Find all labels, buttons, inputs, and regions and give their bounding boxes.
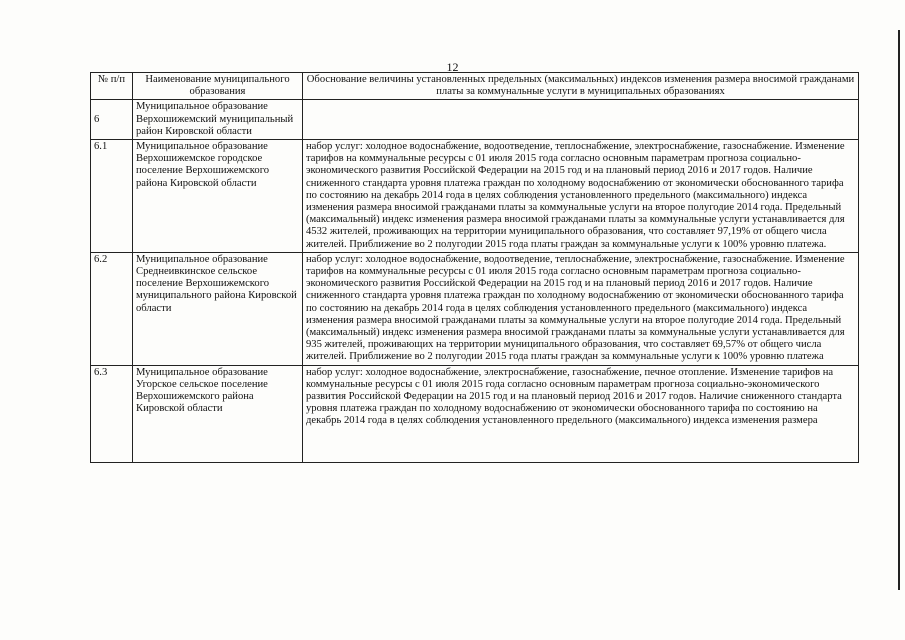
row-municipality-name: Муниципальное образование Верхошижемское городское поселение Верхошижемского района Кировской области	[133, 140, 303, 253]
row-municipality-name: Муниципальное образование Среднеивкинское сельское поселение Верхошижемского муниципального района Кировской области	[133, 252, 303, 365]
row-basis-text: набор услуг: холодное водоснабжение, водоотведение, теплоснабжение, электроснабжение, газоснабжение. Изменение тарифов на коммунальные ресурсы с 01 июля 2015 года согласно основным параметрам прогноза социально-экономического развития Российской Федерации на 2015 год и на плановый период 2016 и 2017 годов. Наличие сниженного стандарта уровня платежа граждан по холодному водоснабжению от экономически обоснованного тарифа по состоянию на декабрь 2014 года в целях соблюдения установленного предельного (максимального) индекса изменения размера вносимой гражданами платы за коммунальные услуги на второе полугодие 2014 года. Предельный (максимальный) индекс изменения размера вносимой гражданами платы за коммунальные услуги устанавливается для 4532 жителей, проживающих на территории муниципального образования, что составляет 97,19% от общего числа жителей. Приближение во 2 полугодии 2015 года платы граждан за коммунальные услуги к 100% уровню платежа.	[303, 140, 859, 253]
row-number: 6.3	[91, 365, 133, 462]
row-municipality-name: Муниципальное образование Угорское сельское поселение Верхошижемского района Кировской области	[133, 365, 303, 462]
page-number: 12	[446, 60, 459, 74]
row-basis-text	[303, 100, 859, 140]
row-number: 6.2	[91, 252, 133, 365]
table-row	[91, 100, 859, 140]
tariff-index-table	[90, 72, 859, 463]
header-municipality-name: Наименование муниципального образования	[133, 73, 303, 100]
table-row	[91, 252, 859, 365]
binder-line	[898, 30, 900, 590]
header-basis: Обоснование величины установленных предельных (максимальных) индексов изменения размера вносимой гражданами платы за коммунальные услуги в муниципальных образованиях	[303, 73, 859, 100]
row-basis-text: набор услуг: холодное водоснабжение, водоотведение, теплоснабжение, электроснабжение, газоснабжение. Изменение тарифов на коммунальные ресурсы с 01 июля 2015 года согласно основным параметрам прогноза социально-экономического развития Российской Федерации на 2015 год и на плановый период 2016 и 2017 годов. Наличие сниженного стандарта уровня платежа граждан по холодному водоснабжению от экономически обоснованного тарифа по состоянию на декабрь 2014 года в целях соблюдения установленного предельного (максимального) индекса изменения размера вносимой гражданами платы за коммунальные услуги на второе полугодие 2014 года. Предельный (максимальный) индекс изменения размера вносимой гражданами платы за коммунальные услуги устанавливается для 935 жителей, проживающих на территории муниципального образования, что составляет 69,57% от общего числа жителей. Приближение во 2 полугодии 2015 года платы граждан за коммунальные услуги к 100% уровню платежа	[303, 252, 859, 365]
row-basis-text	[303, 365, 859, 462]
header-number: № п/п	[91, 73, 133, 100]
row-municipality-name: Муниципальное образование Верхошижемский муниципальный район Кировской области	[133, 100, 303, 140]
row-number: 6.1	[91, 140, 133, 253]
table-row	[91, 140, 859, 253]
row-basis-text-content: набор услуг: холодное водоснабжение, электроснабжение, газоснабжение, печное отопление. Изменение тарифов на коммунальные ресурсы с 01 июля 2015 года согласно основным параметрам прогноза социально-экономического развития Российской Федерации на 2015 год и на плановый период 2016 и 2017 годов. Наличие сниженного стандарта уровня платежа граждан по холодному водоснабжению от экономически обоснованного тарифа по состоянию на декабрь 2014 года в целях соблюдения установленного предельного (максимального) индекса изменения размера	[306, 366, 842, 427]
table-row	[91, 365, 859, 462]
table-header-row	[91, 73, 859, 100]
row-number: 6	[91, 100, 133, 140]
